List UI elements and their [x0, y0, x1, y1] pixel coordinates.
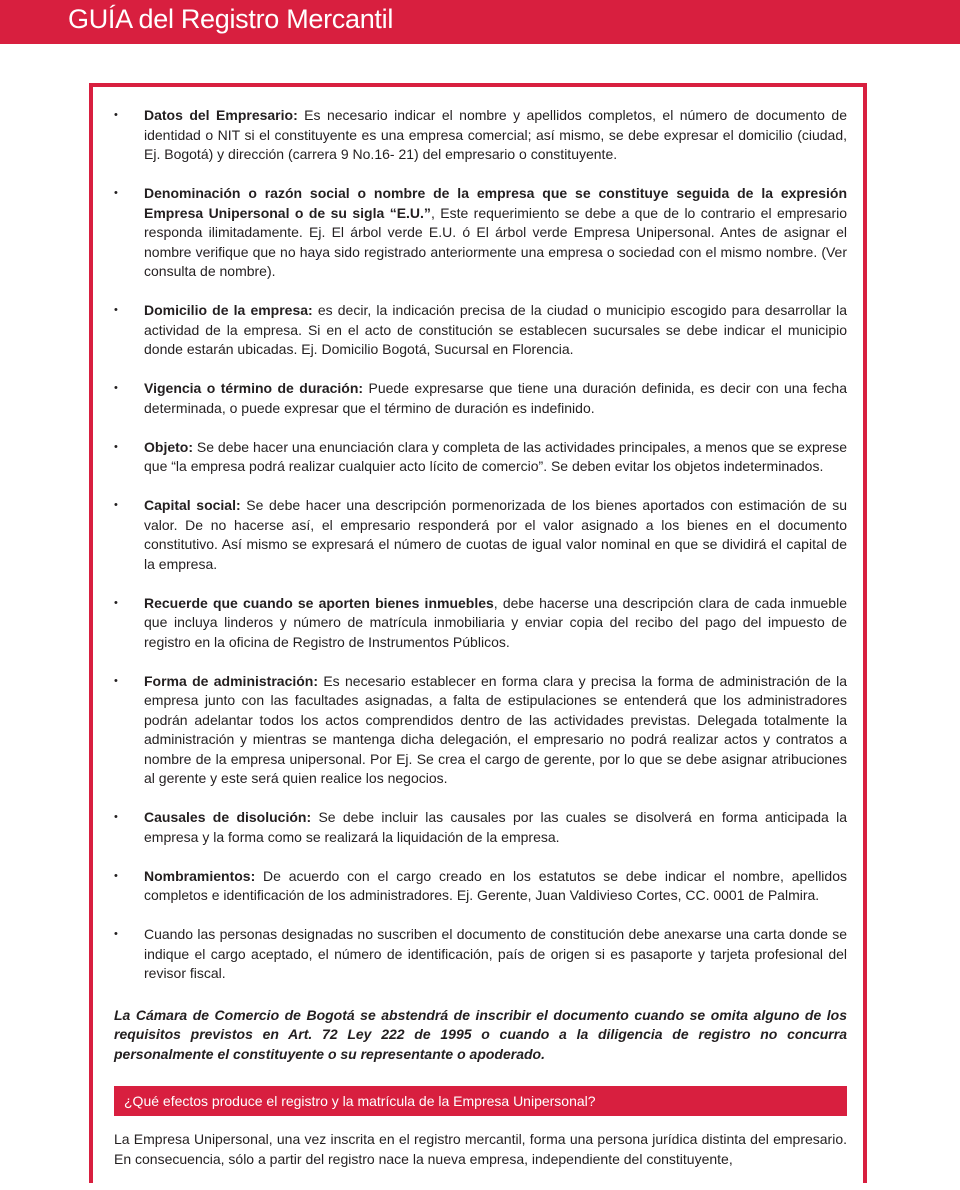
- item-text: Se debe hacer una descripción pormenorizada de los bienes aportados con estimación de su valor. De no hacerse así, el empresario responderá por el valor asignado a los bienes en el documento constitutivo. Así mismo se expresará el número de cuotas de igual valor nominal en que se dividirá el capital de la empresa.: [144, 497, 847, 572]
- section-question-banner: ¿Qué efectos produce el registro y la matrícula de la Empresa Unipersonal?: [114, 1086, 847, 1116]
- item-heading: Forma de administración:: [144, 672, 319, 689]
- list-item: [114, 867, 847, 906]
- item-text: Es necesario establecer en forma clara y precisa la forma de administración de la empresa junto con las facultades asignadas, a falta de estipulaciones se entenderá que los administradores podrán adelantar todos los actos comprendidos dentro de las actividades previstas. Delegada totalmente la administración y mientras se mantenga dicha delegación, el empresario no podrá realizar actos y contratos a nombre de la empresa unipersonal. Por Ej. Se crea el cargo de gerente, por lo que se debe asignar atribuciones al gerente y este será quien realice los negocios.: [144, 672, 847, 786]
- list-item: [114, 379, 847, 418]
- item-text: , Este requerimiento se debe a que de lo contrario el empresario responda ilimitadamente. Ej. El árbol verde E.U. ó El árbol verde Empresa Unipersonal. Antes de asignar el nombre verifique que no haya sido registrado anteriormente una empresa o sociedad con el mismo nombre. (Ver consulta de nombre).: [144, 204, 847, 279]
- item-heading: Recuerde que cuando se aporten bienes inmuebles: [144, 594, 494, 611]
- document-body: [114, 106, 847, 1169]
- list-item: [114, 106, 847, 165]
- list-item: [114, 672, 847, 789]
- list-item: [114, 438, 847, 477]
- item-heading: Vigencia o término de duración:: [144, 380, 364, 396]
- list-item: [114, 301, 847, 360]
- item-text: Cuando las personas designadas no suscriben el documento de constitución debe anexarse una carta donde se indique el cargo aceptado, el número de identificación, país de origen si es pasaporte y tarjeta profesional del revisor fiscal.: [144, 926, 847, 981]
- item-text: es decir, la indicación precisa de la ciudad o municipio escogido para desarrollar la actividad de la empresa. Si en el acto de constitución se establecen sucursales se debe indicar el municipio donde estarán ubicadas. Ej. Domicilio Bogotá, Sucursal en Florencia.: [144, 302, 847, 357]
- bullet-icon: •: [114, 109, 118, 121]
- list-item: [114, 925, 847, 984]
- item-heading: Denominación o razón social o nombre de la empresa que se constituye seguida de la expresión Empresa Unipersonal o de su sigla “E.U.”: [144, 185, 847, 221]
- item-heading: Objeto:: [144, 438, 193, 455]
- item-heading: Nombramientos:: [144, 867, 256, 884]
- bullet-icon: •: [114, 869, 118, 882]
- bullet-icon: •: [114, 596, 118, 609]
- list-item: [114, 184, 847, 282]
- bullet-icon: •: [114, 382, 118, 394]
- item-text: Se debe hacer una enunciación clara y completa de las actividades principales, a menos que se exprese que “la empresa podrá realizar cualquier acto lícito de comercio”. Se deben evitar los objetos indeterminados.: [144, 438, 847, 474]
- item-heading: Datos del Empresario:: [144, 107, 298, 123]
- legal-note: La Cámara de Comercio de Bogotá se abstendrá de inscribir el documento cuando se omita alguno de los requisitos previstos en Art. 72 Ley 222 de 1995 o cuando a la diligencia de registro no concurra personalmente el constituyente o su representante o apoderado.: [114, 1006, 847, 1062]
- bullet-icon: •: [114, 304, 118, 316]
- list-item: [114, 594, 847, 653]
- bullet-icon: •: [114, 928, 118, 940]
- item-text: De acuerdo con el cargo creado en los estatutos se debe indicar el nombre, apellidos completos e identificación de los administradores. Ej. Gerente, Juan Valdivieso Cortes, CC. 0001 de Palmira.: [144, 867, 847, 903]
- item-text: Es necesario indicar el nombre y apellidos completos, el número de documento de identidad o NIT si el constituyente es una empresa comercial; así mismo, se debe expresar el domicilio (ciudad, Ej. Bogotá) y dirección (carrera 9 No.16- 21) del empresario o constituyente.: [144, 107, 847, 162]
- item-heading: Capital social:: [144, 497, 241, 513]
- bullet-icon: •: [114, 811, 118, 823]
- item-heading: Domicilio de la empresa:: [144, 302, 313, 318]
- header-title: GUÍA del Registro Mercantil: [68, 4, 394, 34]
- bullet-icon: •: [114, 187, 118, 199]
- page-header: [0, 0, 960, 44]
- bullet-icon: •: [114, 499, 118, 511]
- item-text: Se debe incluir las causales por las cuales se disolverá en forma anticipada la empresa y la forma como se realizará la liquidación de la empresa.: [144, 809, 848, 845]
- bullet-icon: •: [114, 440, 118, 453]
- item-heading: Causales de disolución:: [144, 809, 312, 825]
- item-text: Puede expresarse que tiene una duración definida, es decir con una fecha determinada, o puede expresar que el término de duración es indefinido.: [144, 380, 847, 416]
- list-item: [114, 496, 847, 574]
- item-text: , debe hacerse una descripción clara de cada inmueble que incluya linderos y número de matrícula inmobiliaria y enviar copia del recibo del pago del impuesto de registro en la oficina de Registro de Instrumentos Públicos.: [144, 594, 847, 650]
- bullet-icon: •: [114, 674, 118, 687]
- answer-paragraph: La Empresa Unipersonal, una vez inscrita en el registro mercantil, forma una persona jurídica distinta del empresario. En consecuencia, sólo a partir del registro nace la nueva empresa, independiente del constituyente,: [114, 1131, 847, 1167]
- requirements-list: [114, 106, 847, 984]
- list-item: [114, 808, 847, 847]
